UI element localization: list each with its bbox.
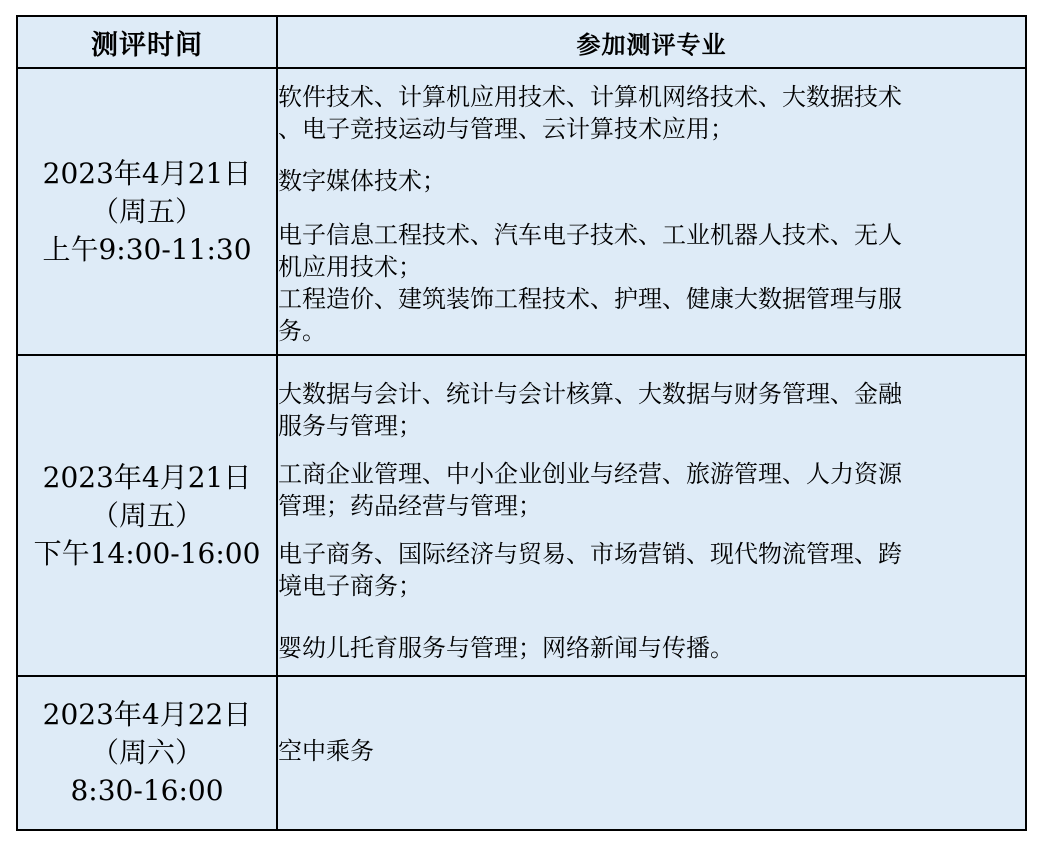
major-group: 工商企业管理、中小企业创业与经营、旅游管理、人力资源 管理；药品经营与管理； [278, 459, 902, 520]
time-cell [17, 676, 277, 830]
major-group: 婴幼儿托育服务与管理；网络新闻与传播。 [278, 633, 734, 662]
table-row [17, 676, 1026, 830]
header-majors: 参加测评专业 [277, 16, 1026, 68]
header-time: 测评时间 [17, 16, 277, 68]
time-range: 上午9:30-11:30 [42, 232, 252, 266]
time-cell [17, 68, 277, 355]
major-group: 空中乘务 [278, 737, 374, 765]
time-weekday: （周六） [90, 736, 203, 769]
time-range: 8:30-16:00 [70, 774, 224, 807]
time-weekday: （周五） [90, 498, 203, 532]
table-row [17, 68, 1026, 355]
table-header-row [17, 16, 1026, 68]
major-group: 电子信息工程技术、汽车电子技术、工业机器人技术、无人 机应用技术； [278, 221, 902, 281]
time-cell [17, 355, 277, 676]
major-group: 数字媒体技术； [278, 167, 446, 195]
schedule-table [16, 15, 1027, 831]
time-date: 2023年4月21日 [42, 156, 252, 190]
major-group: 工程造价、建筑装饰工程技术、护理、健康大数据管理与服 务。 [278, 285, 902, 345]
major-group: 软件技术、计算机应用技术、计算机网络技术、大数据技术 、电子竞技运动与管理、云计算技术应用； [278, 83, 902, 143]
majors-cell [277, 68, 1026, 355]
major-group: 大数据与会计、统计与会计核算、大数据与财务管理、金融 服务与管理； [278, 379, 902, 440]
majors-cell [277, 355, 1026, 676]
time-range: 下午14:00-16:00 [33, 536, 261, 570]
majors-cell [277, 676, 1026, 830]
time-date: 2023年4月21日 [42, 460, 252, 494]
time-weekday: （周五） [90, 194, 203, 228]
table-row [17, 355, 1026, 676]
time-date: 2023年4月22日 [42, 698, 252, 731]
major-group: 电子商务、国际经济与贸易、市场营销、现代物流管理、跨 境电子商务； [278, 539, 902, 600]
